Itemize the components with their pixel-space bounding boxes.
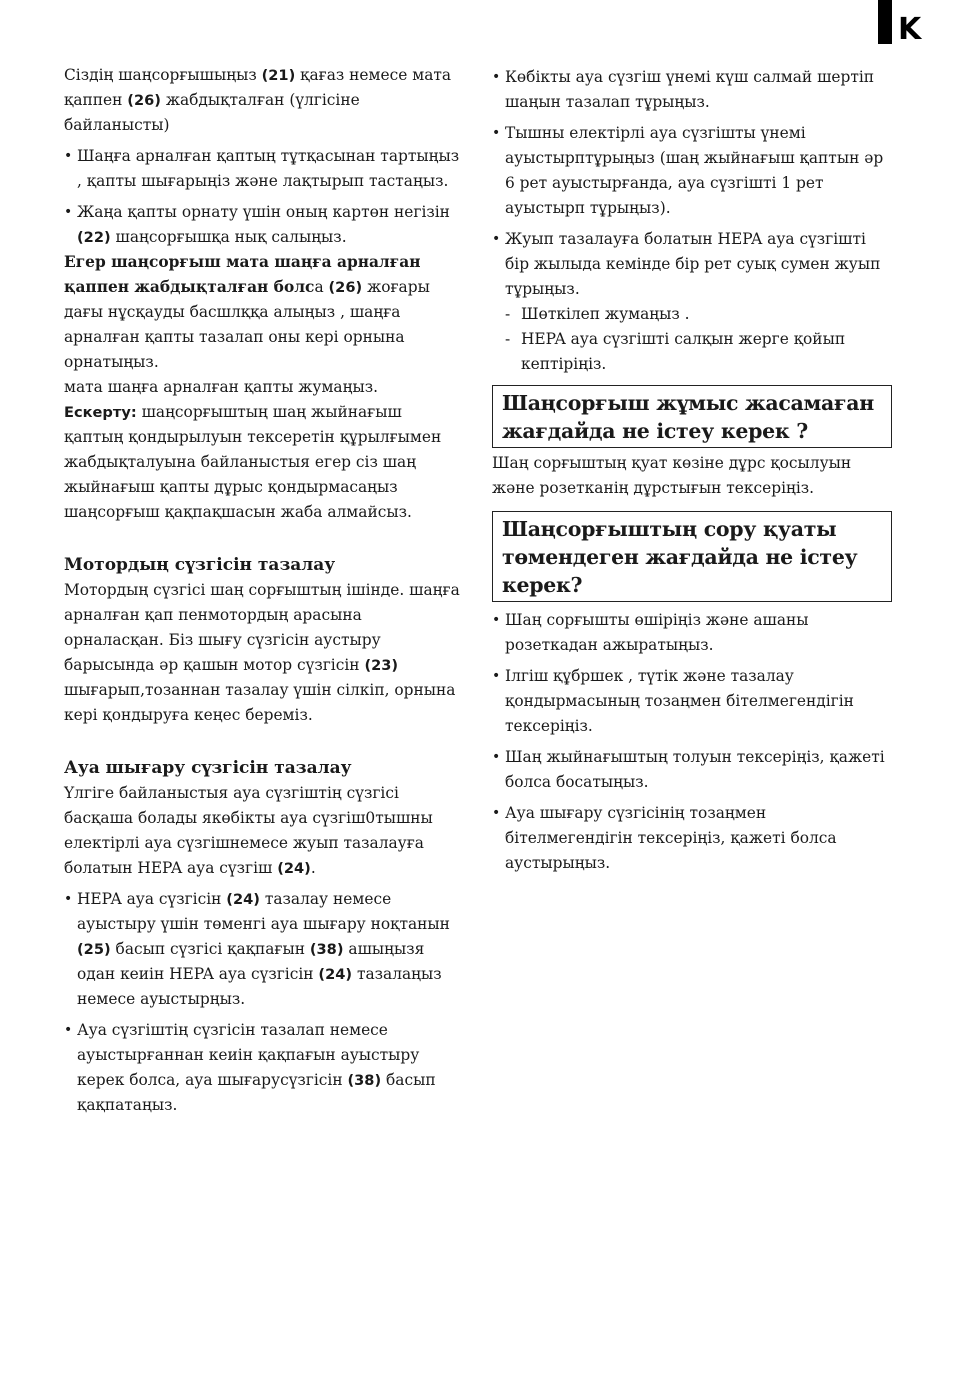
bullet-hepa-replace bbox=[64, 887, 460, 1012]
ref-number: (24) bbox=[318, 966, 353, 983]
dash-item-dry bbox=[492, 327, 892, 377]
cloth-bag-paragraph bbox=[64, 250, 460, 375]
text: жабдықталған (үлгісіне байланысты) bbox=[64, 91, 360, 134]
text: шаңсорғыштың шаң жыйнағыш қаптың қондырылуын тексеретін құрылғымен жабдықталуына байланыстыя егер сіз шаң жыйнағыш қапты дұрыс қондырмасаңыз шаңсорғыш қақпақшасын жаба алмайсыз. bbox=[64, 403, 442, 521]
dash-mark: - bbox=[505, 305, 511, 323]
text: Сіздің шаңсорғышыңыз bbox=[64, 66, 262, 84]
dash-item-no-brush bbox=[492, 302, 892, 327]
text: жоғары дағы нұсқауды басшлққа алыңыз , шаңға арналған қапты тазалап оны кері орнына орнатыңыз. bbox=[64, 278, 430, 371]
cloth-bag-warning: мата шаңға арналған қапты жумаңыз. bbox=[64, 378, 379, 396]
text: шаңсорғышқа нық салыңыз. bbox=[110, 228, 347, 246]
exhaust-filter-heading: Ауа шығару сүзгісін тазалау bbox=[64, 758, 352, 778]
page-tab-marker bbox=[878, 0, 892, 44]
text: басып сүзгісі қақпағын bbox=[110, 940, 310, 958]
ref-number: (38) bbox=[309, 941, 344, 958]
motor-filter-heading: Мотордың сүзгісін тазалау bbox=[64, 555, 336, 575]
text: Жаңа қапты орнату үшін оның картөн негізін bbox=[77, 203, 450, 221]
bullet-unplug: • Шаң сорғышты өшіріңіз және ашаны розеткадан ажыратыңыз. bbox=[492, 608, 892, 658]
text: Мотордың сүзгісі шаң сорғыштың ішінде. шаңға арналған қап пенмотордың арасына орналасқан. Біз шығу сүзгісін аустыру барысында әр қашын мотор сүзгісін bbox=[64, 581, 460, 674]
text: Ауа сүзгіштің сүзгісін тазалап немесе ауыстырғаннан кеиін қақпағын ауыстыру керек болса, ауа шығарусүзгісін bbox=[77, 1021, 420, 1089]
ref-number: (24) bbox=[277, 860, 311, 877]
text: HEPA ауа сүзгісін bbox=[77, 890, 227, 908]
bullet-close-cover bbox=[64, 1018, 460, 1118]
note-paragraph bbox=[64, 400, 460, 525]
intro-paragraph bbox=[64, 63, 460, 138]
ref-number: (24) bbox=[226, 891, 260, 908]
text: HEPA ауа сүзгішті салқын жерге қойып кептіріңіз. bbox=[521, 330, 846, 373]
page-tab-letter: K bbox=[898, 12, 922, 47]
text: тазалау немесе ауыстыру үшін төменгі ауа шығару ноқтанын bbox=[77, 890, 450, 933]
ref-number: (26) bbox=[328, 279, 363, 296]
bullet-washable-hepa: • Жуып тазалауға болатын HEPA ауа сүзгішті бір жылыда кемінде бір рет суық сумен жуып тұрыңыз. bbox=[492, 227, 892, 302]
note-label: Ескерту: bbox=[64, 404, 137, 421]
motor-filter-paragraph bbox=[64, 578, 460, 728]
troubleshoot-low-suction-heading: Шаңсорғыштың сору қуаты төмендеген жағдайда не істеу керек? bbox=[492, 511, 892, 602]
ref-number: (26) bbox=[127, 92, 161, 109]
left-column bbox=[64, 63, 460, 1118]
bullet-check-exhaust-filter: • Ауа шығару сүзгісінің тозаңмен бітелмегендігін тексеріңіз, қажеті болса аустырыңыз. bbox=[492, 801, 892, 876]
bullet-check-bag: • Шаң жыйнағыштың толуын тексеріңіз, қажеті болса босатыңыз. bbox=[492, 745, 892, 795]
troubleshoot-not-working-heading: Шаңсорғыш жұмыс жасамаған жағдайда не істеу керек ? bbox=[492, 385, 892, 448]
text: Шөткілеп жумаңыз . bbox=[521, 305, 690, 323]
text: а bbox=[314, 278, 329, 296]
dash-mark: - bbox=[505, 330, 511, 348]
text: басып қақпатаңыз. bbox=[77, 1071, 436, 1114]
troubleshoot-not-working-text: Шаң сорғыштың қуат көзіне дұрс қосылуын және розетканің дұрстығын тексеріңіз. bbox=[492, 454, 852, 497]
bullet-electret-filter: • Тышны електірлі ауа сүзгішты үнемі ауыстырптұрыңыз (шаң жыйнағыш қаптын әр 6 рет ауыстырғанда, ауа сүзгішті 1 рет ауыстырп тұрыңыз). bbox=[492, 121, 892, 221]
text: тазалаңыз немесе ауыстырңыз. bbox=[77, 965, 442, 1008]
ref-number: (21) bbox=[261, 67, 296, 84]
text: ашыңызя одан кеиін HEPA ауа сүзгісін bbox=[77, 940, 425, 983]
bullet-check-hose: • Ілгіш құбршек , түтік және тазалау қондырмасының тозаңмен бітелмегендігін тексеріңіз. bbox=[492, 664, 892, 739]
text: шығарып,тозаннан тазалау үшін сілкіп, орнына кері қондыруға кеңес береміз. bbox=[64, 681, 456, 724]
text: қағаз немесе мата қаппен bbox=[64, 66, 452, 109]
ref-number: (25) bbox=[77, 941, 111, 958]
bullet-remove-bag: • Шаңға арналған қаптың тұтқасынан тартыңыз , қапты шығарыңіз және лақтырып тастаңыз. bbox=[64, 144, 460, 194]
text: . bbox=[310, 859, 316, 877]
bullet-foam-filter: • Көбікты ауа сүзгіш үнемі күш салмай шертіп шаңын тазалап тұрыңыз. bbox=[492, 65, 892, 115]
ref-number: (38) bbox=[347, 1072, 382, 1089]
bullet-insert-bag bbox=[64, 200, 460, 250]
right-column bbox=[492, 65, 892, 876]
bold-lead: Егер шаңсорғыш мата шаңға арналған қаппен жабдықталған болс bbox=[64, 253, 421, 296]
ref-number: (22) bbox=[77, 229, 111, 246]
exhaust-filter-paragraph bbox=[64, 781, 460, 881]
text: Үлгіге байланыстыя ауа сүзгіштің сүзгісі басқаша болады якөбікты ауа сүзгіш0тышны електірлі ауа сүзгішнемесе жуып тазалауға болатын HEPA ауа сүзгіш bbox=[64, 784, 433, 877]
ref-number: (23) bbox=[364, 657, 399, 674]
